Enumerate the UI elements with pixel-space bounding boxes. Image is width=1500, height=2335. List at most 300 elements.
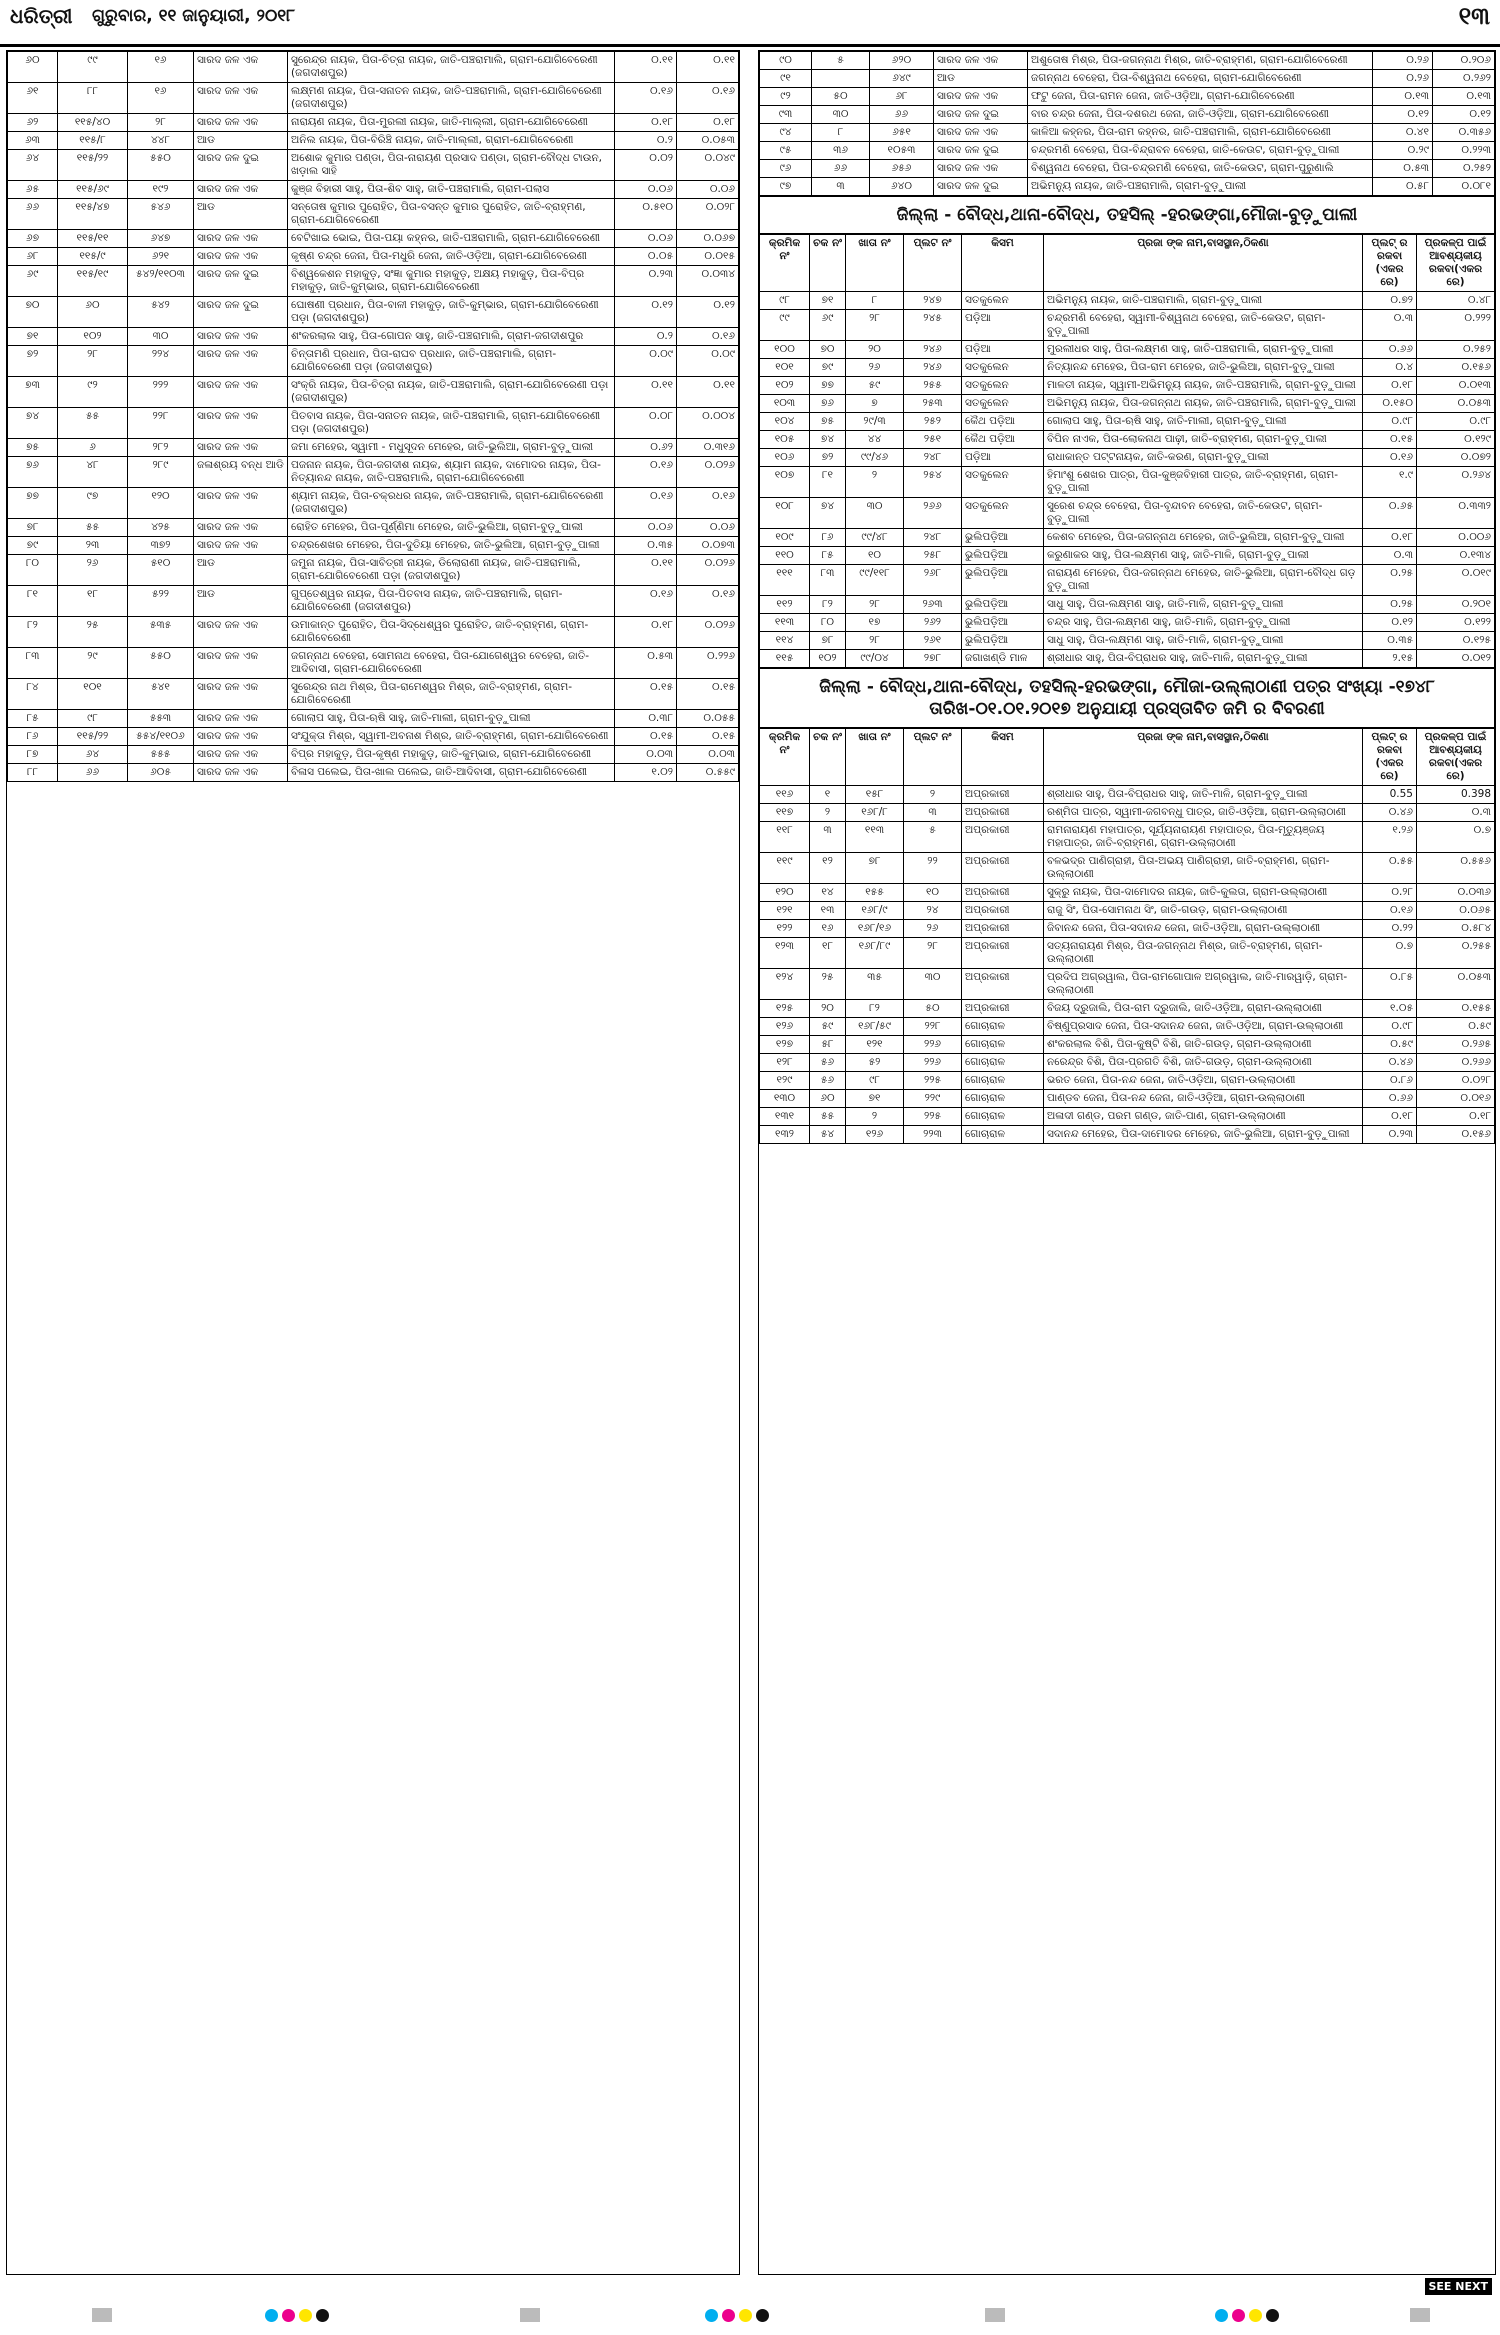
table-cell: ସୁରେନ୍ଦ୍ର ନାଥ ମିଶ୍ର, ପିତା-ରାମେଶ୍ୱର ମିଶ୍ର, ଜାତି-ବ୍ରାହ୍ମଣ, ଗ୍ରାମ-ଯୋଗିବେରେଣୀ	[288, 679, 615, 710]
table-cell: ୧୪	[810, 884, 846, 902]
table-cell: ସାରଦ ଜଳ ଏକ	[194, 328, 288, 346]
table-cell: ୧୬	[810, 920, 846, 938]
table-cell: ୦.୦୫୩	[1417, 969, 1495, 1000]
table-cell: ୭୨	[8, 346, 58, 377]
table-row	[760, 938, 1495, 969]
table-cell: ୯୫	[760, 142, 812, 160]
table-cell: ୦.୨୨୩	[1433, 142, 1495, 160]
table-cell: ୮୧	[8, 586, 58, 617]
table-cell: ୫୬	[810, 1072, 846, 1090]
table-cell: ୦.୧୬	[677, 488, 739, 519]
table-cell: ବେଟିଖାଇ ଭୋଇ, ପିତା-ପୟା କହ୍ନର, ଜାତି-ପଞ୍ଚରାମାଲି, ଗ୍ରାମ-ଯୋଗିବେରେଣୀ	[288, 230, 615, 248]
table-cell: ୦.୬୬	[1363, 341, 1417, 359]
table-cell: ୧୦୪	[760, 413, 810, 431]
table-cell: ୧୦୮	[760, 498, 810, 529]
table-cell: ୫୫	[58, 408, 128, 439]
table-cell: ଆଡ	[194, 555, 288, 586]
issue-date: ଗୁରୁବାର, ୧୧ ଜାନୁୟାରୀ, ୨୦୧୮	[92, 6, 296, 26]
table-row	[8, 346, 739, 377]
table-cell: ସାରଦ ଜଳ ଦୁଇ	[934, 106, 1028, 124]
table-cell: ଅପ୍ରକାରୀ	[962, 822, 1044, 853]
table-cell: ସାରଦ ଜଳ ଏକ	[194, 230, 288, 248]
table-cell: ୨୬୬	[904, 498, 962, 529]
table-cell: ୨୯/୩	[846, 413, 904, 431]
table-cell: ପଡ଼ିଆ	[962, 449, 1044, 467]
table-cell: ୧୦୧	[58, 679, 128, 710]
table-row	[760, 395, 1495, 413]
table-cell: ୬୩	[8, 132, 58, 150]
table-cell: ୦.୫୮୪	[1417, 920, 1495, 938]
table-cell: ୭୦	[810, 341, 846, 359]
table-row	[760, 1018, 1495, 1036]
table-cell: ୧୨୮	[760, 1054, 810, 1072]
cyan-dot-icon	[1215, 2309, 1228, 2322]
table-cell: ସତକୁଲେନ	[962, 359, 1044, 377]
table-row	[760, 178, 1495, 196]
table-cell: ୨୬୮	[904, 565, 962, 596]
table-cell: ୧୨୬	[760, 1018, 810, 1036]
table-cell: ଗୋଚାରାଳ	[962, 1090, 1044, 1108]
table-cell: ସତକୁଲେନ	[962, 292, 1044, 310]
table-cell: ୦.୧୨୫	[1417, 632, 1495, 650]
table-cell: ୫୨	[846, 1054, 904, 1072]
table-cell: ସାରଦ ଜଳ ଦୁଇ	[194, 297, 288, 328]
table-cell: ୮୨	[810, 596, 846, 614]
table-cell: ୦.୭	[1363, 938, 1417, 969]
table-cell: ୭୯	[8, 537, 58, 555]
table-cell: ଆଡ	[934, 70, 1028, 88]
table-cell: ୯୯/୦୪	[846, 650, 904, 668]
table-cell: ୦.୨	[615, 132, 677, 150]
table-cell: ୬୫୧	[870, 124, 934, 142]
left-table-body	[8, 52, 739, 782]
table-cell: ୭୪	[8, 408, 58, 439]
table-cell: ବିଶ୍ୱକେଶନ ମହାକୁଡ଼, ସଂଜ୍ଞା କୁମାର ମହାକୁଡ଼, ଅକ୍ଷୟ ମହାକୁଡ଼, ପିତା-ବିପ୍ର ମହାକୁଡ଼, ଜାତି-କୁମ୍ଭାର, ଗ୍ରାମ-ଯୋଗିବେରେଣୀ	[288, 266, 615, 297]
section1-table	[759, 234, 1495, 668]
table-cell: ୦.୧୫୬	[1417, 359, 1495, 377]
table-cell: ୦.୦୬	[615, 519, 677, 537]
table-cell: ୧୧୨	[760, 596, 810, 614]
section2-body	[760, 786, 1495, 1144]
table-cell: ୮୬	[8, 728, 58, 746]
table-cell: ୮୩	[810, 565, 846, 596]
see-next-label: SEE NEXT	[1425, 2278, 1493, 2295]
table-cell: ୮୨	[846, 1000, 904, 1018]
column-header: ପ୍ରକଳ୍ପ ପାଇଁ ଆବଶ୍ୟକୀୟ ରକବା(ଏକର ରେ)	[1417, 729, 1495, 786]
table-cell: ୦.୫୮	[1373, 178, 1433, 196]
table-cell: ଭରତ ଜେନା, ପିତା-ନନ୍ଦ ଜେନା, ଜାତି-ଓଡ଼ିଆ, ଗ୍ରାମ-ଉଲ୍ଲାଠାଣୀ	[1044, 1072, 1363, 1090]
table-cell: ୦.୦୧୩	[1417, 377, 1495, 395]
table-cell: ୨୨୩	[904, 1126, 962, 1144]
table-cell: ୧୨୦	[128, 488, 194, 519]
table-cell: ୦.୦୩	[615, 746, 677, 764]
table-cell: ୨୫୨	[904, 413, 962, 431]
table-cell: ୬୬	[812, 160, 870, 178]
table-cell: ୧୨	[810, 853, 846, 884]
table-cell: ଜମୁନା ନାୟକ, ପିତା-ସାବିତ୍ରୀ ନାୟକ, ଡିଲୋରାଣୀ ନାୟକ, ଜାତି-ପଞ୍ଚରାମାଲି, ଗ୍ରାମ-ଯୋଗିବେରେଣୀ ପଡ଼ା (ଜଗଦୀଶପୁର)	[288, 555, 615, 586]
table-cell: ୦.୯୮	[1417, 413, 1495, 431]
table-cell: ୨	[810, 804, 846, 822]
table-cell: ୭୫	[810, 413, 846, 431]
table-cell: ଅଭିମନ୍ୟୁ ନାୟକ, ପିତା-ଜଗନ୍ନାଥ ନାୟକ, ଜାତି-ପଞ୍ଚରାମାଲି, ଗ୍ରାମ-ବୁଡ଼ୁପାଲୀ	[1044, 395, 1363, 413]
table-row	[760, 632, 1495, 650]
table-cell: ୬୨	[8, 114, 58, 132]
table-cell: ଶଂକରଲାଲ ସାହୁ, ପିତା-ଗୋପନ ସାହୁ, ଜାତି-ପଞ୍ଚରାମାଲି, ଗ୍ରାମ-ଜଗଦୀଶପୁର	[288, 328, 615, 346]
section2-title: ଜିଲ୍ଲା - ବୌଦ୍ଧ,ଥାନା-ବୌଦ୍ଧ, ତହସିଲ୍-ହରଭଙ୍ଗା, ମୌଜା-ଉଲ୍ଲାଠାଣୀ ପତ୍ର ସଂଖ୍ୟା -୧୭୪୮ ତାରିଖ-୦୧.୦୧.୨୦୧୭ ଅନୁଯାୟୀ ପ୍ରସ୍ତାବିତ ଜମି ର ବିବରଣୀ	[759, 668, 1495, 728]
table-cell: ୦.୦୩୬	[1417, 884, 1495, 902]
table-cell: ୧୫୫	[846, 884, 904, 902]
table-cell: ଚନ୍ଦ୍ରମଣି ବେହେରା, ସ୍ୱାମୀ-ବିଶ୍ୱନାଥ ବେହେରା, ଜାତି-କେଉଟ, ଗ୍ରାମ-ବୁଡ଼ୁପାଲୀ	[1044, 310, 1363, 341]
table-cell: ଜଗନ୍ନାଥ ବେହେରା, ପିତା-ବିଶ୍ୱନାଥ ବେହେରା, ଗ୍ରାମ-ଯୋଗିବେରେଣୀ	[1028, 70, 1373, 88]
table-cell: ୮୮	[8, 764, 58, 782]
table-cell: ୫୪୧	[128, 679, 194, 710]
table-cell: ୧୧୫/୮	[58, 132, 128, 150]
table-cell: ୦.୨୬୨	[1433, 70, 1495, 88]
page-header	[0, 0, 1500, 47]
table-cell: ବିଷ୍ଣୁପ୍ରସାଦ ଜେନା, ପିତା-ସଦାନନ୍ଦ ଜେନା, ଜାତି-ଓଡ଼ିଆ, ଗ୍ରାମ-ଉଲ୍ଲାଠାଣୀ	[1044, 1018, 1363, 1036]
table-cell: ଅଶୁତୋଷ ମିଶ୍ର, ପିତା-ଜଗନ୍ନାଥ ମିଶ୍ର, ଜାତି-ବ୍ରାହ୍ମଣ, ଗ୍ରାମ-ଯୋଗିବେରେଣୀ	[1028, 52, 1373, 70]
table-cell: ୧୧୫/୧୧	[58, 230, 128, 248]
table-cell: ୪୮	[58, 457, 128, 488]
table-cell: ଅଭିମନ୍ୟୁ ନାୟକ, ଜାତି-ପଞ୍ଚରାମାଲି, ଗ୍ରାମ-ବୁଡ଼ୁପାଲୀ	[1044, 292, 1363, 310]
table-cell: ବଳଭଦ୍ର ପାଣିଗ୍ରାହୀ, ପିତା-ଅଭୟ ପାଣିଗ୍ରାହୀ, ଜାତି-ବ୍ରାହ୍ମଣ, ଗ୍ରାମ-ଉଲ୍ଲାଠାଣୀ	[1044, 853, 1363, 884]
table-cell: ୧୧୫/୧୯	[58, 266, 128, 297]
table-cell: ୦.୧୮	[1363, 529, 1417, 547]
table-cell: ୭୮	[8, 519, 58, 537]
table-cell: ୧୨୭	[760, 1036, 810, 1054]
table-cell: ଅପ୍ରକାରୀ	[962, 853, 1044, 884]
table-row	[8, 266, 739, 297]
table-cell: ସଂଯୁକ୍ତା ମିଶ୍ର, ସ୍ୱାମୀ-ଅବନାଶ ମିଶ୍ର, ଜାତି-ବ୍ରାହ୍ମଣ, ଗ୍ରାମ-ଯୋଗିବେରେଣୀ	[288, 728, 615, 746]
table-cell: ୦.୫୯	[1363, 1036, 1417, 1054]
table-cell: ୫୫୦	[128, 150, 194, 181]
table-cell: ୬୯	[810, 310, 846, 341]
table-cell: ୯୨	[760, 88, 812, 106]
table-cell: ଗୋଚାରାଳ	[962, 1036, 1044, 1054]
table-cell: ସତକୁଲେନ	[962, 467, 1044, 498]
table-cell: ୨୨୫	[904, 1072, 962, 1090]
section2-table	[759, 728, 1495, 1144]
table-row	[8, 617, 739, 648]
black-dot-icon	[756, 2309, 769, 2322]
table-cell: ସାରଦ ଜଳ ଦୁଇ	[194, 266, 288, 297]
table-cell: ୦.୨୬	[1373, 70, 1433, 88]
table-cell: ୯୮	[58, 710, 128, 728]
table-cell: ୯୭	[760, 178, 812, 196]
table-row	[760, 413, 1495, 431]
table-row	[8, 439, 739, 457]
table-cell: ନରେନ୍ଦ୍ର ବିଶି, ପିତା-ପ୍ରଗତି ବିଶି, ଜାତି-ଗଉଡ଼, ଗ୍ରାମ-ଉଲ୍ଲାଠାଣୀ	[1044, 1054, 1363, 1072]
table-row	[760, 969, 1495, 1000]
table-cell: ୨୫୩	[904, 395, 962, 413]
table-cell: ୭୦	[8, 297, 58, 328]
table-cell: ୨୬୧	[904, 632, 962, 650]
table-cell: ୦.୩	[1363, 547, 1417, 565]
table-cell: ୩୦	[846, 498, 904, 529]
table-cell: ସାରଦ ଜଳ ଏକ	[194, 519, 288, 537]
table-cell: ୨୮	[904, 938, 962, 969]
table-cell: ୦.୨୬୫	[1417, 1036, 1495, 1054]
table-cell: ସାରଦ ଜଳ ଏକ	[934, 52, 1028, 70]
table-cell: ୫୫୩	[128, 710, 194, 728]
table-cell: ୦.୪୬	[1363, 1054, 1417, 1072]
table-cell: ୦.୧୬	[677, 328, 739, 346]
table-cell: ୦.୧୧	[615, 52, 677, 83]
table-cell: ୧୧୧	[760, 565, 810, 596]
table-cell: ସତକୁଲେନ	[962, 395, 1044, 413]
table-cell: ୦.୪	[1363, 359, 1417, 377]
section2-header-row	[760, 729, 1495, 786]
table-cell: ୦.୧୬	[615, 488, 677, 519]
table-cell: ୧୩୨	[760, 1126, 810, 1144]
table-cell: ୧୨୧	[846, 1036, 904, 1054]
table-cell: ପଡ଼ିଆ	[962, 341, 1044, 359]
table-cell: ଚନ୍ଦ୍ରମଣି ବେହେରା, ପିତା-ବିନ୍ଦ୍ରାବନ ବେହେରା, ଜାତି-କେଉଟ, ଗ୍ରାମ-ବୁଡ଼ୁପାଲୀ	[1028, 142, 1373, 160]
table-cell: ୦.୦୫୩	[677, 132, 739, 150]
table-cell: ଘୋଷଣୀ ପ୍ରଧାନ, ପିତା-ବାଳୀ ମହାକୁଡ଼, ଜାତି-କୁମ୍ଭାର, ଗ୍ରାମ-ଯୋଗିବେରେଣୀ ପଡ଼ା (ଜଗଦୀଶପୁର)	[288, 297, 615, 328]
table-cell: ୪୪	[846, 431, 904, 449]
table-cell: ୧୬୮/୯	[846, 902, 904, 920]
table-cell: ୬୦	[8, 52, 58, 83]
table-cell: ୫୩୫	[128, 617, 194, 648]
table-cell: ୦.୧୮	[615, 617, 677, 648]
table-cell: ୦.୧୨୯	[1417, 431, 1495, 449]
table-cell: ଅନିଲ ନାୟକ, ପିତା-ବିରିଞ୍ଚି ନାୟକ, ଜାତି-ମାଲ୍ଲୀ, ଗ୍ରାମ-ଯୋଗିବେରେଣୀ	[288, 132, 615, 150]
table-cell: ୦.୭୨	[1363, 292, 1417, 310]
table-cell: ୧୬୮/୮	[846, 804, 904, 822]
table-cell: ମାଳତୀ ନାୟକ, ସ୍ୱାମୀ-ଅଭିମନ୍ୟୁ ନାୟକ, ଜାତି-ପଞ୍ଚରାମାଲି, ଗ୍ରାମ-ବୁଡ଼ୁପାଲୀ	[1044, 377, 1363, 395]
table-cell: ୨୪୬	[904, 341, 962, 359]
table-cell: ୩୦	[128, 328, 194, 346]
table-cell: ଫଟୁ ଜେନା, ପିତା-ରାମନ ଜେନା, ଜାତି-ଓଡ଼ିଆ, ଗ୍ରାମ-ଯୋଗିବେରେଣୀ	[1028, 88, 1373, 106]
table-row	[8, 586, 739, 617]
table-cell: ଭୁଲିପଡ଼ିଆ	[962, 596, 1044, 614]
table-cell: ୧୦୬	[760, 449, 810, 467]
magenta-dot-icon	[722, 2309, 735, 2322]
table-cell: ୭୬	[810, 395, 846, 413]
table-cell: ୫୫୦	[128, 648, 194, 679]
table-cell: ୯୩	[760, 106, 812, 124]
table-cell: ୧୦୫୩	[870, 142, 934, 160]
table-row	[8, 728, 739, 746]
table-cell: ସାରଦ ଜଳ ଏକ	[194, 488, 288, 519]
table-cell: ୭୬	[8, 457, 58, 488]
table-cell: ୨୫	[810, 969, 846, 1000]
table-row	[8, 132, 739, 150]
table-cell: ୦.୧୨	[1433, 106, 1495, 124]
table-cell: ୨୬	[58, 555, 128, 586]
table-cell: ନିତ୍ୟାନନ୍ଦ ମେହେର, ପିତା-ରାମ ମେହେର, ଜାତି-ଭୁଲିଆ, ଗ୍ରାମ-ବୁଡ଼ୁପାଲୀ	[1044, 359, 1363, 377]
table-cell: ୦.୩	[1363, 310, 1417, 341]
table-row	[760, 359, 1495, 377]
table-row	[8, 114, 739, 132]
table-cell: ପଡ଼ିଆ	[962, 310, 1044, 341]
column-header: କିସମ	[962, 729, 1044, 786]
table-cell: ୦.୦୬୭	[677, 230, 739, 248]
table-row	[8, 150, 739, 181]
table-cell: ୨୬	[846, 359, 904, 377]
table-cell: ୧୩୦	[760, 1090, 810, 1108]
table-cell: ୧୧୫/୨୨	[58, 150, 128, 181]
table-cell: ବିଜୟ ଦ୍ରୁଜାଲି, ପିତା-ରାମ ଦ୍ରୁଜାଲି, ଜାତି-ଓଡ଼ିଆ, ଗ୍ରାମ-ଉଲ୍ଲାଠାଣୀ	[1044, 1000, 1363, 1018]
table-cell: ୨୦	[810, 1000, 846, 1018]
table-cell: ୧୦୨	[760, 377, 810, 395]
cyan-dot-icon	[265, 2309, 278, 2322]
table-cell: କୁଞ୍ଜ ବିହାରୀ ସାହୁ, ପିତା-ଶିବ ସାହୁ, ଜାତି-ପଞ୍ଚରାମାଲି, ଗ୍ରାମ-ପଲାସ	[288, 181, 615, 199]
table-cell: ୬୯	[8, 266, 58, 297]
column-header: କ୍ରମିକ ନଂ	[760, 235, 810, 292]
table-cell: ୦.୨୮	[1363, 884, 1417, 902]
table-cell: ୬୭	[8, 230, 58, 248]
table-cell: ୦.୧୫୦	[1363, 395, 1417, 413]
table-cell: ୧୦୩	[760, 395, 810, 413]
yellow-dot-icon	[1249, 2309, 1262, 2322]
table-cell: ୮	[812, 124, 870, 142]
table-row	[760, 142, 1495, 160]
table-cell: ୧.୦୨	[615, 764, 677, 782]
table-row	[8, 248, 739, 266]
column-header: ପ୍ରଜା ଙ୍କ ନାମ,ବାସସ୍ଥାନ,ଠିକଣା	[1044, 235, 1363, 292]
table-row	[8, 555, 739, 586]
table-cell: ୦.୦୧୬	[1417, 1090, 1495, 1108]
table-cell: ୦.୦୬୫	[1417, 902, 1495, 920]
table-cell: ୨୫୫	[904, 377, 962, 395]
table-row	[760, 853, 1495, 884]
table-cell: ୨୨୨	[128, 377, 194, 408]
table-cell: ପାଣ୍ଡବ ଜେନା, ପିତା-ନନ୍ଦ ଜେନା, ଜାତି-ଓଡ଼ିଆ, ଗ୍ରାମ-ଉଲ୍ଲାଠାଣୀ	[1044, 1090, 1363, 1108]
table-cell: ୯୯/୪୮	[846, 529, 904, 547]
table-cell: ୧୧୫	[760, 650, 810, 668]
table-cell: ୧୨୩	[760, 938, 810, 969]
table-cell: ସାରଦ ଜଳ ଏକ	[194, 728, 288, 746]
table-cell: ଗୋଚାରାଳ	[962, 1054, 1044, 1072]
left-land-table	[7, 51, 739, 782]
table-cell: ୮୦	[810, 614, 846, 632]
table-cell: ୦.୨୬	[1373, 52, 1433, 70]
table-row	[8, 199, 739, 230]
table-cell: ୦.୨୩	[615, 266, 677, 297]
table-cell: ୫୮	[810, 1036, 846, 1054]
table-cell: ଆଡ	[194, 586, 288, 617]
table-cell: କାଳିଆ କହ୍ନର, ପିତା-ରାମ କହ୍ନର, ଜାତି-ପଞ୍ଚରାମାଲି, ଗ୍ରାମ-ଯୋଗିବେରେଣୀ	[1028, 124, 1373, 142]
table-row	[760, 614, 1495, 632]
table-cell: ୦.୭	[1417, 822, 1495, 853]
table-cell: ୫୯	[846, 377, 904, 395]
table-cell: ୨୫୧	[904, 431, 962, 449]
table-row	[760, 1126, 1495, 1144]
table-cell: ୧୦୯	[760, 529, 810, 547]
table-cell: ୩୬	[812, 142, 870, 160]
column-header: ପ୍ଲଟ୍ ର ରକବା (ଏକର ରେ)	[1363, 729, 1417, 786]
table-cell: ୬୨୦	[870, 52, 934, 70]
table-cell: ୦.୩୮	[615, 710, 677, 728]
table-cell: 0.398	[1417, 786, 1495, 804]
table-row	[760, 431, 1495, 449]
table-cell: ୫୫୫	[128, 746, 194, 764]
table-cell: ୧୦	[846, 547, 904, 565]
table-row	[760, 449, 1495, 467]
table-cell: ୦.୦୧୨	[1417, 650, 1495, 668]
table-cell: ସାଧୁ ସାହୁ, ପିତା-ଲକ୍ଷ୍ମଣ ସାହୁ, ଜାତି-ମାଳି, ଗ୍ରାମ-ବୁଡ଼ୁପାଲୀ	[1044, 596, 1363, 614]
table-row	[760, 822, 1495, 853]
table-cell: ୨୨୮	[128, 408, 194, 439]
table-cell: ୦.୧୬	[1363, 449, 1417, 467]
table-cell: ୨୮	[846, 310, 904, 341]
table-cell: ୦.୦୯	[677, 346, 739, 377]
table-cell: ୦.୫୫୯	[677, 764, 739, 782]
table-cell: ୦.୪୬	[1363, 804, 1417, 822]
table-row	[760, 547, 1495, 565]
table-cell: ୧୧୪	[760, 632, 810, 650]
table-row	[8, 408, 739, 439]
yellow-dot-icon	[739, 2309, 752, 2322]
gray-patch-icon	[1410, 2308, 1430, 2322]
column-header: ଚକ ନଂ	[810, 729, 846, 786]
table-cell: ସାରଦ ଜଳ ଏକ	[194, 746, 288, 764]
table-row	[8, 710, 739, 728]
table-cell: ୦.୧୫୫	[1417, 1000, 1495, 1018]
table-cell: ସାରଦ ଜଳ ଏକ	[194, 377, 288, 408]
table-cell: ୪୪୮	[128, 132, 194, 150]
table-cell: ସାରଦ ଜଳ ଏକ	[194, 617, 288, 648]
table-cell: ସାରଦ ଜଳ ଏକ	[934, 88, 1028, 106]
table-cell: ସାଧୁ ସାହୁ, ପିତା-ଲକ୍ଷ୍ମଣ ସାହୁ, ଜାତି-ମାଳି, ଗ୍ରାମ-ବୁଡ଼ୁପାଲୀ	[1044, 632, 1363, 650]
table-cell: ରାଧାକାନ୍ତ ପଟ୍ଟନାୟକ, ଜାତି-କରଣ, ଗ୍ରାମ-ବୁଡ଼ୁପାଲୀ	[1044, 449, 1363, 467]
table-cell: ୧	[810, 786, 846, 804]
table-row	[760, 70, 1495, 88]
table-cell: ୭୨	[810, 449, 846, 467]
table-cell: ୦.୧୨	[1363, 614, 1417, 632]
table-cell: ୦.୦୩୪	[677, 266, 739, 297]
table-cell: ୫୨୨	[128, 586, 194, 617]
table-cell: ୩	[810, 822, 846, 853]
table-cell: ୭୭	[810, 377, 846, 395]
table-cell: କରୁଣାକର ସାହୁ, ପିତା-ଲକ୍ଷ୍ମଣ ସାହୁ, ଜାତି-ମାଳି, ଗ୍ରାମ-ବୁଡ଼ୁପାଲୀ	[1044, 547, 1363, 565]
table-cell: ରୋହିତ ମେହେର, ପିତା-ପୂର୍ଣ୍ଣିମା ମେହେର, ଜାତି-ଭୁଲିଆ, ଗ୍ରାମ-ବୁଡ଼ୁପାଲୀ	[288, 519, 615, 537]
table-cell: ୨୨୪	[128, 346, 194, 377]
table-cell: ଜଳାଶ୍ରୟ ବନ୍ଧ ଆଡି	[194, 457, 288, 488]
table-cell: ୩୦	[812, 106, 870, 124]
column-header: ଚକ ନଂ	[810, 235, 846, 292]
table-cell: ୦.୦୫୩	[1417, 395, 1495, 413]
table-cell: ୦.୨	[615, 328, 677, 346]
table-cell: ୦.୧୮	[615, 114, 677, 132]
magenta-dot-icon	[282, 2309, 295, 2322]
table-cell: ୧୬୮/୫୯	[846, 1018, 904, 1036]
table-cell: ବିପିନ ନାଏକ, ପିତା-ଲୋକନାଥ ପାଢ଼ୀ, ଜାତି-ବ୍ରାହ୍ମଣ, ଗ୍ରାମ-ବୁଡ଼ୁପାଲୀ	[1044, 431, 1363, 449]
table-cell: ୩୫	[846, 969, 904, 1000]
table-cell: ୭୪	[810, 431, 846, 449]
table-cell: ୦.୨୨୨	[1417, 310, 1495, 341]
table-cell: ୭	[846, 395, 904, 413]
table-cell: ୧.୯	[1363, 467, 1417, 498]
table-cell: ୮୦	[8, 555, 58, 586]
table-cell: ଅପ୍ରକାରୀ	[962, 884, 1044, 902]
table-cell: ସାରଦ ଜଳ ଏକ	[194, 764, 288, 782]
table-cell: ୦.୨୫	[1363, 565, 1417, 596]
column-header: ଖାତା ନଂ	[846, 235, 904, 292]
table-cell: ୬୪	[8, 150, 58, 181]
table-cell: ୨୮	[846, 632, 904, 650]
table-cell: ୩୦	[904, 969, 962, 1000]
table-cell: ୯୯	[760, 310, 810, 341]
table-cell: ୦.୧୬	[615, 83, 677, 114]
table-row	[8, 377, 739, 408]
table-cell: ୮୬	[810, 529, 846, 547]
table-row	[8, 648, 739, 679]
table-cell: ୦.୬୬	[1363, 1090, 1417, 1108]
table-cell: ୧୬୮/୧୬	[846, 920, 904, 938]
